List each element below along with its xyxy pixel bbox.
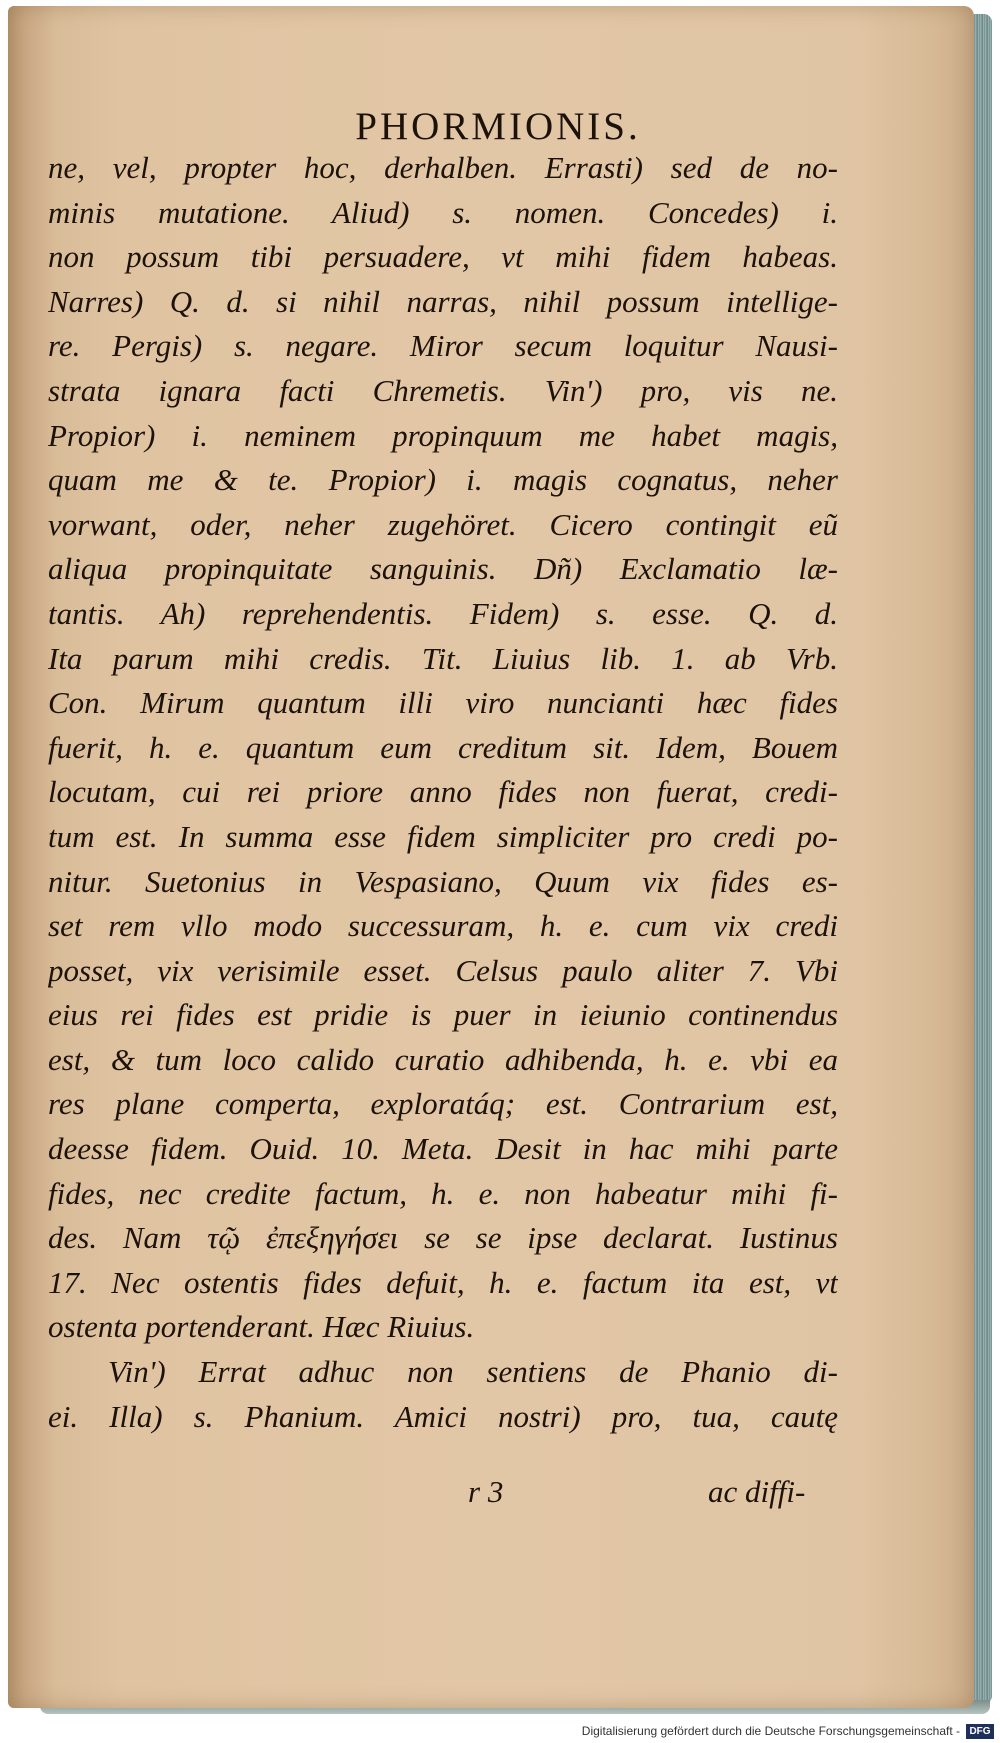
text-line: minis mutatione. Aliud) s. nomen. Concedes) i. <box>48 194 838 230</box>
text-line: fides, nec credite factum, h. e. non habeatur mihi fi- <box>48 1175 838 1211</box>
text-line: des. Nam τῷ ἐπεξηγήσει se se ipse declarat. Iustinus <box>48 1220 838 1256</box>
text-line: ei. Illa) s. Phanium. Amici nostri) pro, tua, cautę <box>48 1398 838 1434</box>
text-line: locutam, cui rei priore anno fides non fuerat, credi- <box>48 774 838 810</box>
text-line: Propior) i. neminem propinquum me habet magis, <box>48 417 838 453</box>
text-line: Narres) Q. d. si nihil narras, nihil possum intellige- <box>48 283 838 319</box>
text-line: deesse fidem. Ouid. 10. Meta. Desit in hac mihi parte <box>48 1131 838 1167</box>
footer-bar <box>0 1722 1000 1743</box>
text-line: Vin') Errat adhuc non sentiens de Phanio di- <box>108 1354 838 1390</box>
text-line: set rem vllo modo successuram, h. e. cum vix credi <box>48 908 838 944</box>
text-line: Con. Mirum quantum illi viro nuncianti hæc fides <box>48 685 838 721</box>
page-edges <box>974 14 992 1704</box>
text-line: quam me & te. Propior) i. magis cognatus, neher <box>48 462 838 498</box>
dfg-logo: DFG <box>966 1724 994 1739</box>
text-line: posset, vix verisimile esset. Celsus paulo aliter 7. Vbi <box>48 952 838 988</box>
text-line: res plane comperta, exploratáq; est. Contrarium est, <box>48 1086 838 1122</box>
running-head: PHORMIONIS. <box>355 105 641 148</box>
text-line: eius rei fides est pridie is puer in ieiunio continendus <box>48 997 838 1033</box>
text-line: strata ignara facti Chremetis. Vin') pro, vis ne. <box>48 372 838 408</box>
signature-mark: r 3 <box>468 1474 504 1509</box>
footer-credit: Digitalisierung gefördert durch die Deutsche Forschungsgemeinschaft - <box>581 1724 960 1738</box>
text-line: non possum tibi persuadere, vt mihi fidem habeas. <box>48 239 838 275</box>
text-line: ostenta portenderant. Hæc Riuius. <box>48 1309 475 1345</box>
text-line: tum est. In summa esse fidem simpliciter pro credi po- <box>48 818 838 854</box>
text-line: 17. Nec ostentis fides defuit, h. e. factum ita est, vt <box>48 1264 838 1300</box>
text-line: ne, vel, propter hoc, derhalben. Errasti) sed de no- <box>48 150 838 185</box>
body-text <box>48 146 838 1439</box>
text-line: Ita parum mihi credis. Tit. Liuius lib. 1. ab Vrb. <box>48 640 838 676</box>
text-line: fuerit, h. e. quantum eum creditum sit. Idem, Bouem <box>48 729 838 765</box>
text-line: est, & tum loco calido curatio adhibenda, h. e. vbi ea <box>48 1041 838 1077</box>
text-line: vorwant, oder, neher zugehöret. Cicero contingit eũ <box>48 506 838 542</box>
text-line: aliqua propinquitate sanguinis. Dñ) Exclamatio læ- <box>48 551 838 587</box>
text-line: tantis. Ah) reprehendentis. Fidem) s. esse. Q. d. <box>48 595 838 631</box>
catchword: ac diffi- <box>708 1474 806 1509</box>
text-line: re. Pergis) s. negare. Miror secum loquitur Nausi- <box>48 328 838 364</box>
book-page <box>8 6 974 1708</box>
text-line: nitur. Suetonius in Vespasiano, Quum vix fides es- <box>48 863 838 899</box>
